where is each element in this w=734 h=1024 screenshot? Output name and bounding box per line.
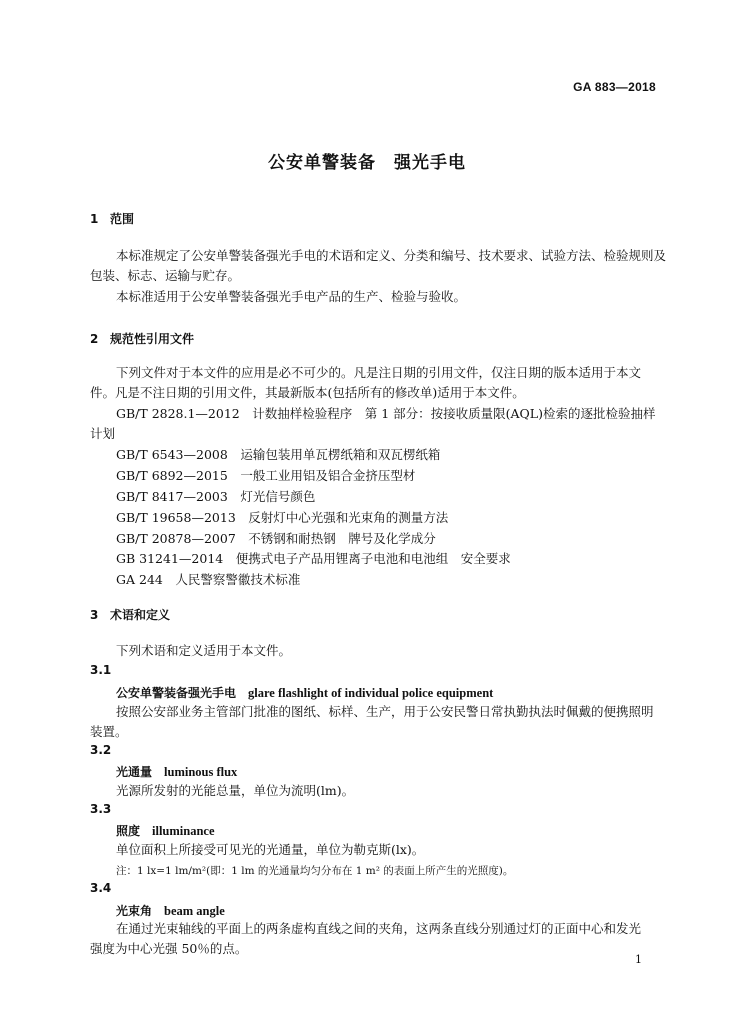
section-3-heading xyxy=(90,606,170,623)
reference-item: GB/T 2828.1—2012 计数抽样检验程序 第 1 部分：按接收质量限(AQL)检索的逐批检验抽样 xyxy=(116,406,656,421)
reference-item: GA 244 人民警察警徽技术标准 xyxy=(116,572,301,587)
term-en: beam angle xyxy=(164,904,225,918)
section-2-heading xyxy=(90,330,194,347)
paragraph-line: 本标准规定了公安单警装备强光手电的术语和定义、分类和编号、技术要求、试验方法、检验规则及 xyxy=(116,248,667,263)
clause-number: 3.3 xyxy=(90,802,112,816)
term-en: illuminance xyxy=(152,824,215,838)
section-title: 规范性引用文件 xyxy=(110,332,195,346)
definition-line: 单位面积上所接受可见光的光通量，单位为勒克斯(lx)。 xyxy=(116,842,425,857)
reference-item: GB/T 6543—2008 运输包装用单瓦楞纸箱和双瓦楞纸箱 xyxy=(116,447,441,462)
definition-line: 光源所发射的光能总量，单位为流明(lm)。 xyxy=(116,783,355,798)
standard-number: GA 883—2018 xyxy=(573,80,656,94)
note-line: 注：1 lx=1 lm/m²(即：1 lm 的光通量均匀分布在 1 m² 的表面上所产生的光照度)。 xyxy=(116,865,514,877)
term-en: glare flashlight of individual police equipment xyxy=(248,686,494,700)
term-en: luminous flux xyxy=(164,765,238,779)
reference-item: GB/T 6892—2015 一般工业用铝及铝合金挤压型材 xyxy=(116,468,416,483)
reference-item: GB/T 19658—2013 反射灯中心光强和光束角的测量方法 xyxy=(116,510,449,525)
definition-line: 强度为中心光强 50％的点。 xyxy=(90,941,248,956)
term-entry xyxy=(116,684,493,701)
paragraph-line: 包装、标志、运输与贮存。 xyxy=(90,268,241,283)
document-title: 公安单警装备 强光手电 xyxy=(268,153,466,173)
paragraph-line: 下列文件对于本文件的应用是必不可少的。凡是注日期的引用文件，仅注日期的版本适用于本文 xyxy=(116,365,642,380)
reference-item: GB/T 8417—2003 灯光信号颜色 xyxy=(116,489,316,504)
term-entry xyxy=(116,902,225,919)
section-number: 2 xyxy=(90,332,99,346)
clause-number: 3.4 xyxy=(90,881,112,895)
section-title: 范围 xyxy=(110,212,135,226)
term-zh: 光束角 xyxy=(116,904,153,918)
clause-number: 3.2 xyxy=(90,743,112,757)
page-number: 1 xyxy=(635,953,642,966)
reference-item-continuation: 计划 xyxy=(90,426,116,441)
reference-item: GB/T 20878—2007 不锈钢和耐热钢 牌号及化学成分 xyxy=(116,531,436,546)
term-zh: 公安单警装备强光手电 xyxy=(116,686,237,700)
definition-line: 按照公安部业务主管部门批准的图纸、标样、生产，用于公安民警日常执勤执法时佩戴的便携照明 xyxy=(116,704,654,719)
reference-item: GB 31241—2014 便携式电子产品用锂离子电池和电池组 安全要求 xyxy=(116,551,511,566)
clause-number: 3.1 xyxy=(90,663,112,677)
section-number: 3 xyxy=(90,608,99,622)
section-number: 1 xyxy=(90,212,99,226)
paragraph-line: 件。凡是不注日期的引用文件，其最新版本(包括所有的修改单)适用于本文件。 xyxy=(90,385,525,400)
definition-line: 装置。 xyxy=(90,724,128,739)
term-zh: 光通量 xyxy=(116,765,153,779)
definition-line: 在通过光束轴线的平面上的两条虚构直线之间的夹角，这两条直线分别通过灯的正面中心和发光 xyxy=(116,921,642,936)
term-entry xyxy=(116,822,215,839)
section-title: 术语和定义 xyxy=(110,608,171,622)
paragraph-line: 本标准适用于公安单警装备强光手电产品的生产、检验与验收。 xyxy=(116,289,467,304)
term-zh: 照度 xyxy=(116,824,141,838)
term-entry xyxy=(116,763,237,780)
paragraph-line: 下列术语和定义适用于本文件。 xyxy=(116,643,292,658)
section-1-heading xyxy=(90,210,134,227)
